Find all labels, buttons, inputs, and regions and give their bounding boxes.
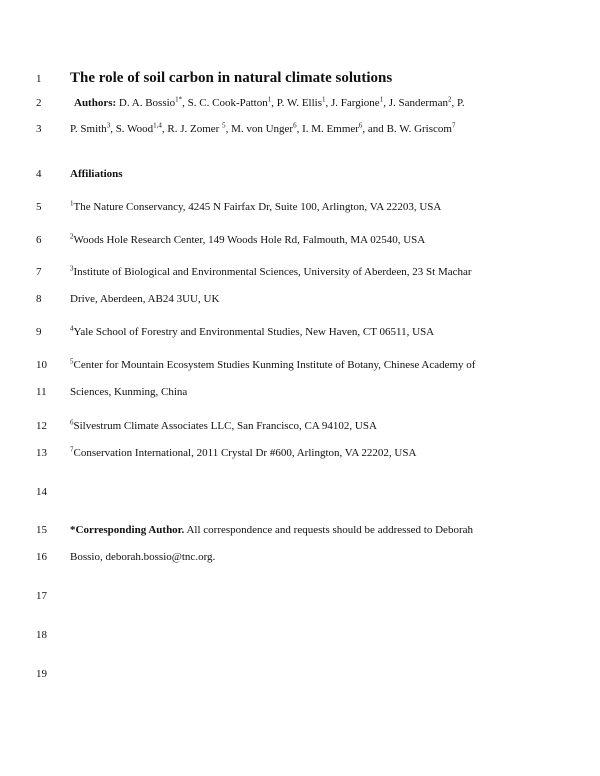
corresponding-continued: Bossio, deborah.bossio@tnc.org. (70, 551, 216, 563)
affiliation (70, 359, 475, 371)
line-number: 9 (36, 326, 42, 338)
author: J. Fargione (331, 97, 380, 109)
affiliation-text: Yale School of Forestry and Environmental Studies, New Haven, CT 06511, USA (73, 326, 435, 338)
corresponding-text: All correspondence and requests should be addressed to Deborah (186, 524, 473, 536)
author-sup: 7 (451, 121, 456, 130)
affiliation-text: Center for Mountain Ecosystem Studies Kunming Institute of Botany, Chinese Academy of (73, 359, 476, 371)
corresponding-label: *Corresponding Author. (70, 524, 185, 536)
author: D. A. Bossio (118, 97, 176, 109)
authors-line-1: Authors: D. A. Bossio$^{1*}$, S. C. Cook-Patton$^1$, P. W. Ellis$^1$, J. Fargione$^1$, J. Sanderman$^2$, P. (74, 95, 465, 109)
authors-label: Authors: (74, 97, 117, 109)
author: R. J. Zomer (167, 123, 220, 135)
affiliation (70, 447, 416, 459)
author-sup: 1,4 (153, 121, 162, 130)
affiliation-sup: 2 (70, 232, 74, 241)
affiliation-sup: 6 (70, 418, 74, 427)
line-number: 13 (36, 447, 47, 459)
line-number: 18 (36, 629, 47, 641)
affiliation-text: Silvestrum Climate Associates LLC, San Francisco, CA 94102, USA (73, 420, 377, 432)
paper-title: The role of soil carbon in natural climate solutions (70, 70, 393, 86)
author: I. M. Emmer (302, 123, 359, 135)
affiliation-continued: Drive, Aberdeen, AB24 3UU, UK (70, 293, 220, 305)
author: B. W. Griscom (386, 123, 452, 135)
line-number: 4 (36, 168, 42, 180)
affiliations-heading: Affiliations (70, 168, 123, 180)
author-sup: 1 (379, 95, 384, 104)
author-sup: 1* (175, 95, 183, 104)
affiliation (70, 420, 377, 432)
affiliation-sup: 4 (70, 324, 74, 333)
author: M. von Unger (231, 123, 294, 135)
author: P. Smith (70, 123, 107, 135)
author-sup: 3 (106, 121, 111, 130)
line-number: 5 (36, 201, 42, 213)
affiliation-text: Institute of Biological and Environmental Sciences, University of Aberdeen, 23 St Machar (73, 266, 472, 278)
and-word: and (367, 123, 384, 135)
affiliation-sup: 7 (70, 445, 74, 454)
line-number: 15 (36, 524, 47, 536)
affiliation-sup: 3 (70, 264, 74, 273)
line-number: 7 (36, 266, 42, 278)
affiliation-text: The Nature Conservancy, 4245 N Fairfax Dr, Suite 100, Arlington, VA 22203, USA (73, 201, 442, 213)
author-sup: 5 (222, 121, 226, 130)
author: S. Wood (115, 123, 154, 135)
author: P. W. Ellis (276, 97, 322, 109)
affiliation (70, 201, 441, 213)
line-number: 3 (36, 123, 42, 135)
affiliation (70, 266, 472, 278)
author-name-part: P. (456, 97, 465, 109)
affiliation-sup: 1 (70, 199, 74, 208)
author-sup: 1 (267, 95, 272, 104)
line-number: 19 (36, 668, 47, 680)
authors-line-2: P. Smith$^3$, S. Wood$^{1,4}$, R. J. Zomer $^5$, M. von Unger$^6$, I. M. Emmer$^6$, and B. W. Griscom$^7$ (70, 121, 456, 135)
line-number: 16 (36, 551, 47, 563)
line-number: 8 (36, 293, 42, 305)
line-number: 10 (36, 359, 47, 371)
author-sup: 6 (358, 121, 363, 130)
line-number: 17 (36, 590, 47, 602)
affiliation (70, 326, 434, 338)
corresponding-author (70, 524, 473, 536)
author-sup: 2 (447, 95, 452, 104)
affiliation (70, 234, 425, 246)
line-number: 2 (36, 97, 42, 109)
line-number: 11 (36, 386, 47, 398)
affiliation-text: Conservation International, 2011 Crystal Dr #600, Arlington, VA 22202, USA (73, 447, 417, 459)
affiliation-text: Woods Hole Research Center, 149 Woods Hole Rd, Falmouth, MA 02540, USA (73, 234, 426, 246)
line-number: 6 (36, 234, 42, 246)
line-number: 1 (36, 73, 42, 85)
line-number: 12 (36, 420, 47, 432)
affiliation-sup: 5 (70, 357, 74, 366)
author: S. C. Cook-Patton (187, 97, 268, 109)
author-sup: 6 (293, 121, 297, 130)
line-number: 14 (36, 486, 47, 498)
affiliation-continued: Sciences, Kunming, China (70, 386, 188, 398)
author-sup: 1 (322, 95, 326, 104)
author: J. Sanderman (388, 97, 448, 109)
